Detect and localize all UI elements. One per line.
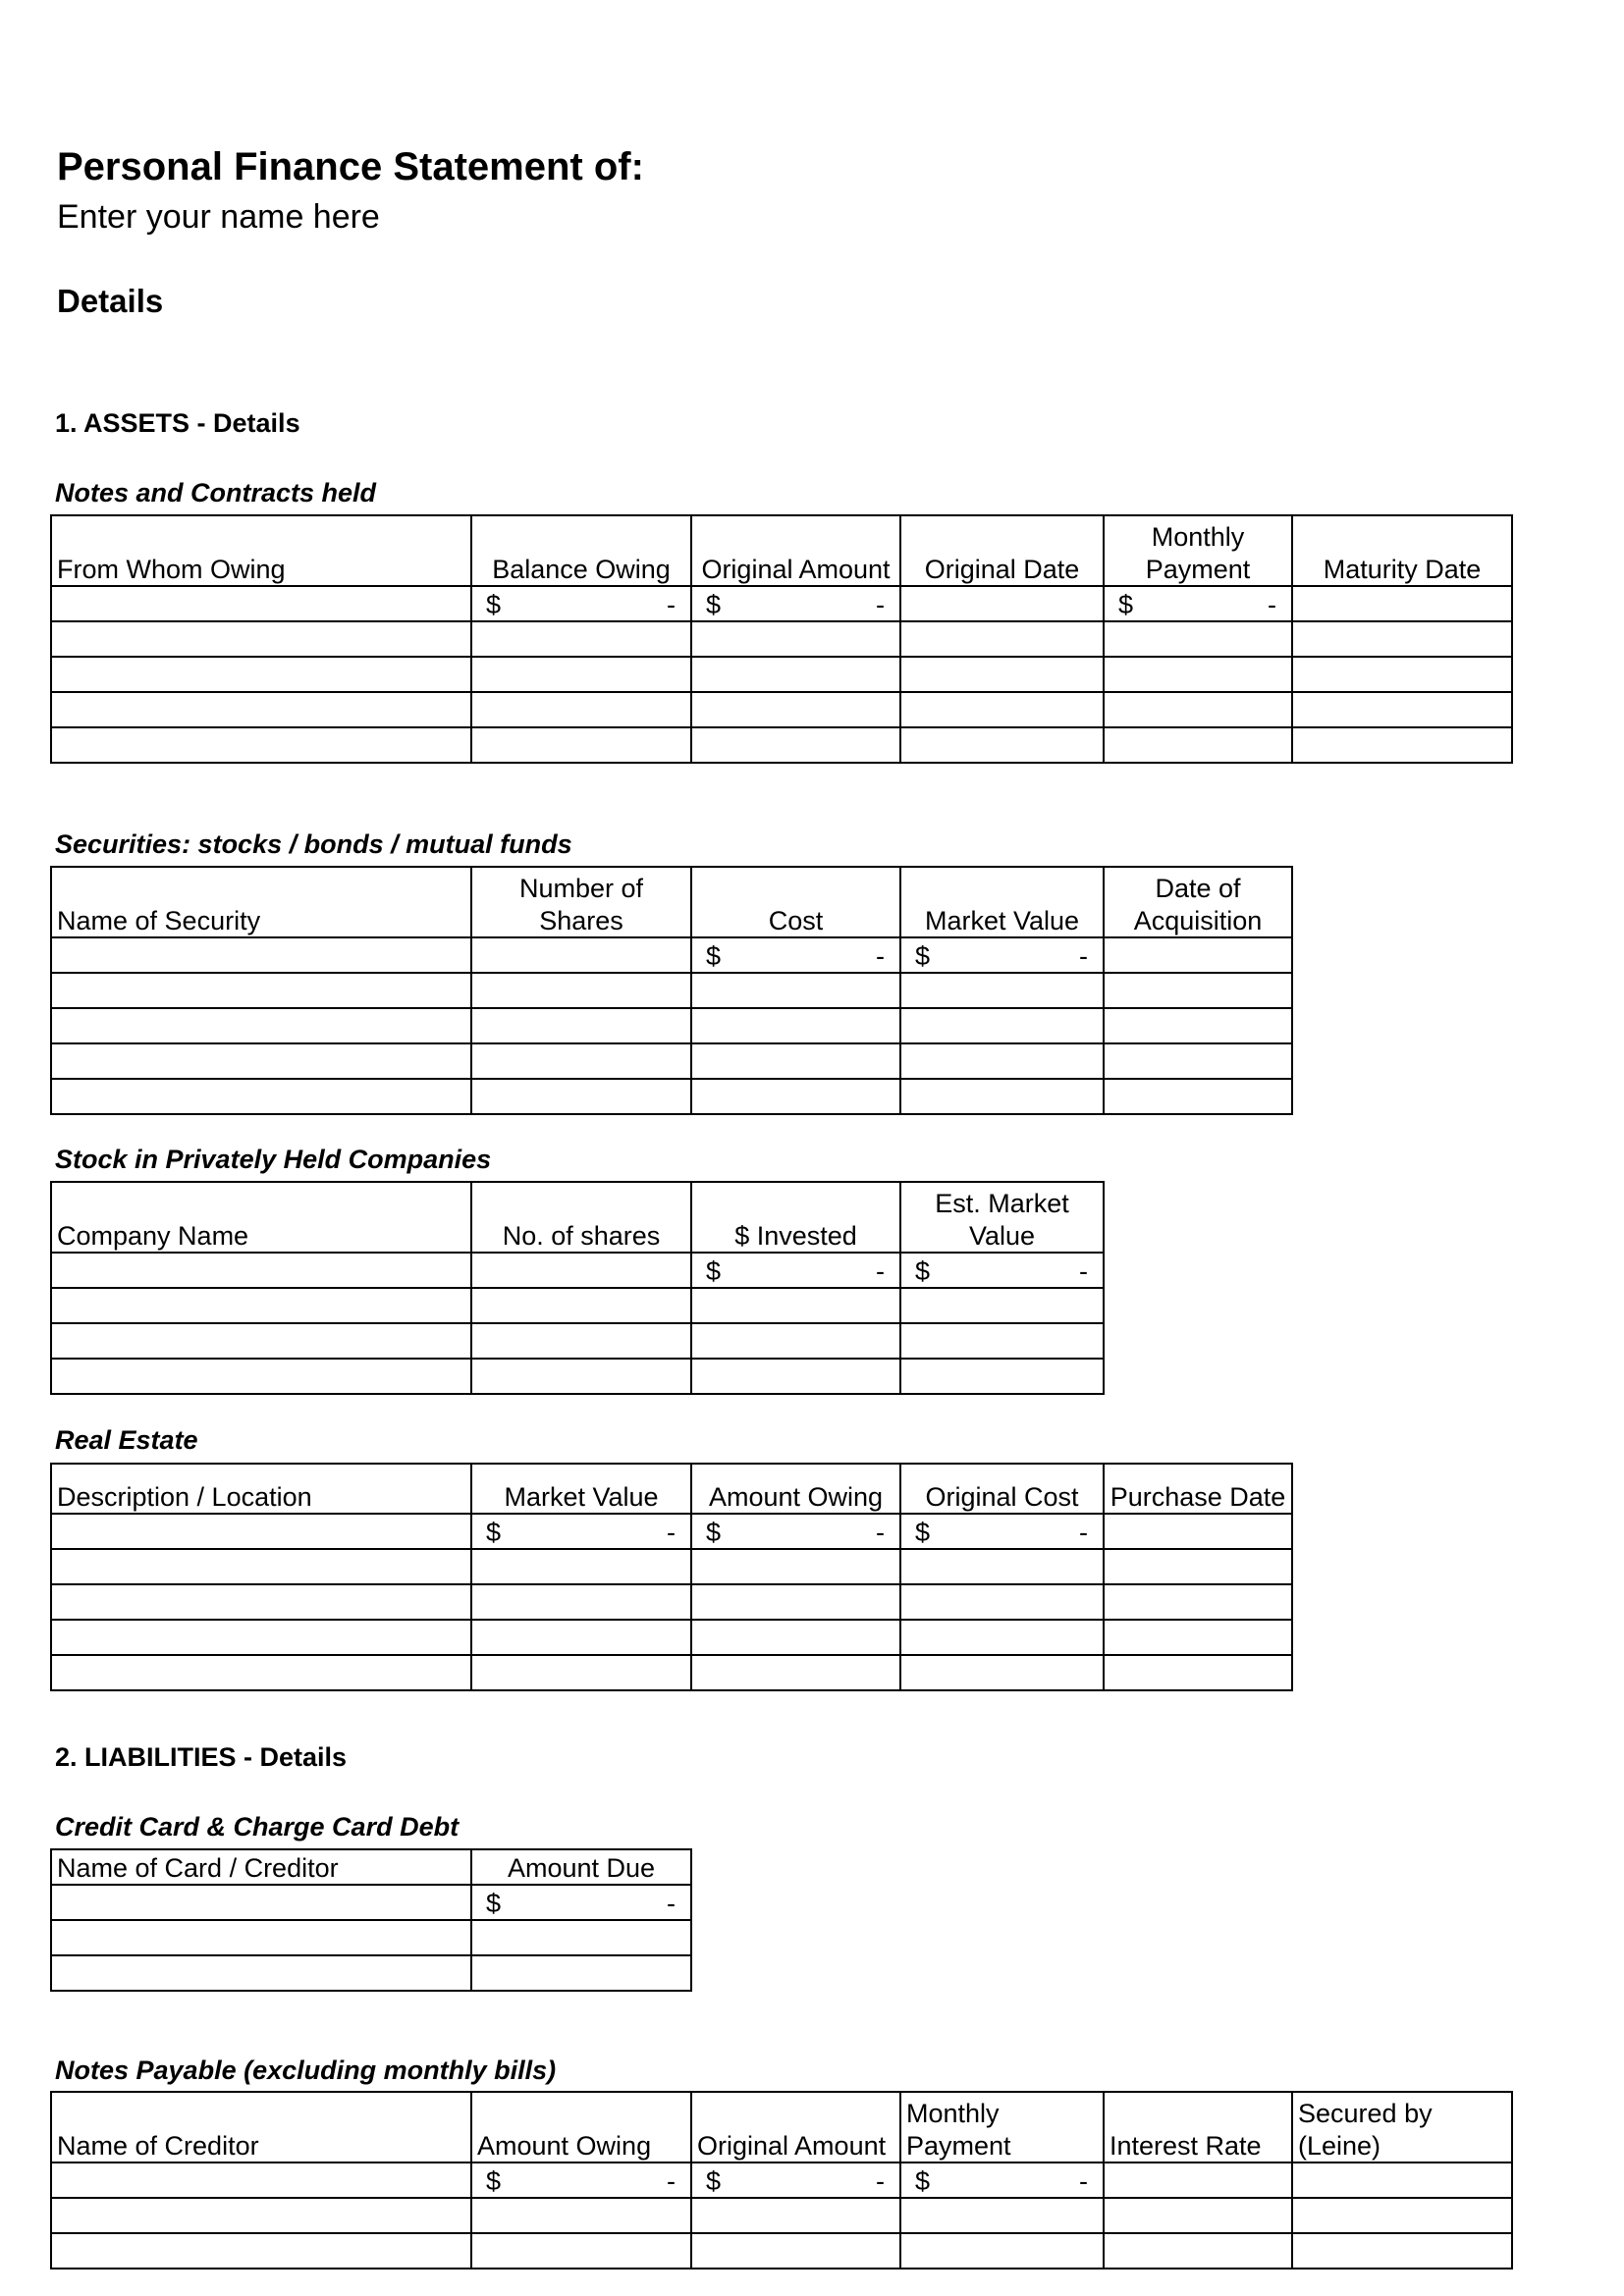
cell[interactable] — [471, 1920, 691, 1955]
cell[interactable] — [900, 1620, 1104, 1655]
real-estate-caption: Real Estate — [55, 1425, 198, 1455]
table-row — [51, 2233, 1512, 2269]
header-amount-due: Amount Due — [471, 1849, 691, 1885]
header-amount-owing: Amount Owing — [691, 1464, 900, 1514]
cell[interactable] — [471, 692, 691, 727]
table-row — [51, 1885, 691, 1920]
table-row — [51, 621, 1512, 657]
cell[interactable] — [691, 657, 900, 692]
credit-cards-caption: Credit Card & Charge Card Debt — [55, 1812, 460, 1842]
money-cell[interactable]: $ - — [691, 1253, 900, 1288]
private-stock-table — [50, 1181, 1105, 1395]
table-header-row — [51, 1464, 1292, 1514]
cell[interactable] — [900, 1043, 1104, 1079]
cell[interactable] — [471, 1079, 691, 1114]
cell[interactable] — [471, 1955, 691, 1991]
cell[interactable] — [1104, 937, 1292, 973]
cell[interactable] — [51, 973, 471, 1008]
money-cell[interactable]: $ - — [691, 2163, 900, 2198]
cell[interactable] — [51, 1955, 471, 1991]
cell[interactable] — [691, 621, 900, 657]
cell[interactable] — [51, 1323, 471, 1359]
cell[interactable] — [51, 1655, 471, 1690]
cell[interactable] — [900, 1079, 1104, 1114]
cell[interactable] — [51, 1549, 471, 1584]
cell[interactable] — [1292, 692, 1512, 727]
table-row — [51, 1584, 1292, 1620]
table-row — [51, 1043, 1292, 1079]
cell[interactable] — [471, 621, 691, 657]
cell[interactable] — [1104, 973, 1292, 1008]
table-row — [51, 1008, 1292, 1043]
cell[interactable] — [471, 727, 691, 763]
cell[interactable] — [471, 1008, 691, 1043]
cell[interactable] — [51, 1288, 471, 1323]
cell[interactable] — [900, 1549, 1104, 1584]
securities-caption: Securities: stocks / bonds / mutual funds — [55, 829, 572, 859]
money-cell[interactable]: $ - — [471, 1885, 691, 1920]
header-original-cost: Original Cost — [900, 1464, 1104, 1514]
table-row — [51, 1514, 1292, 1549]
table-header-row — [51, 2092, 1512, 2163]
table-row — [51, 1359, 1104, 1394]
cell[interactable] — [1104, 2233, 1292, 2269]
cell[interactable] — [691, 2198, 900, 2233]
table-header-row — [51, 1182, 1104, 1253]
money-cell[interactable]: $ - — [691, 937, 900, 973]
money-cell[interactable]: $ - — [900, 937, 1104, 973]
money-cell[interactable]: $ - — [471, 1514, 691, 1549]
cell[interactable] — [1104, 1079, 1292, 1114]
cell[interactable] — [1104, 1655, 1292, 1690]
cell[interactable] — [691, 1043, 900, 1079]
page-title: Personal Finance Statement of: — [57, 145, 644, 188]
cell[interactable] — [1292, 727, 1512, 763]
cell[interactable] — [691, 1288, 900, 1323]
cell[interactable] — [51, 1359, 471, 1394]
table-row — [51, 1288, 1104, 1323]
securities-table — [50, 866, 1293, 1115]
header-original-date: Original Date — [900, 515, 1104, 586]
cell[interactable] — [1104, 1043, 1292, 1079]
header-from-whom-owing: From Whom Owing — [51, 515, 471, 586]
cell[interactable] — [900, 1359, 1104, 1394]
table-row — [51, 586, 1512, 621]
cell[interactable] — [900, 1655, 1104, 1690]
cell[interactable] — [900, 657, 1104, 692]
cell[interactable] — [51, 1920, 471, 1955]
table-row — [51, 1253, 1104, 1288]
table-header-row — [51, 515, 1512, 586]
cell[interactable] — [51, 1620, 471, 1655]
cell[interactable] — [1104, 1620, 1292, 1655]
table-row — [51, 1549, 1292, 1584]
cell[interactable] — [1104, 2198, 1292, 2233]
name-field[interactable]: Enter your name here — [57, 198, 380, 236]
header-invested: $ Invested — [691, 1182, 900, 1253]
table-row — [51, 727, 1512, 763]
cell[interactable] — [471, 1288, 691, 1323]
money-cell[interactable]: $ - — [1104, 586, 1292, 621]
header-amount-owing: Amount Owing — [471, 2092, 691, 2163]
assets-heading: 1. ASSETS - Details — [55, 408, 300, 438]
cell[interactable] — [1292, 621, 1512, 657]
private-stock-caption: Stock in Privately Held Companies — [55, 1145, 492, 1174]
cell[interactable] — [471, 1655, 691, 1690]
cell[interactable] — [1104, 1549, 1292, 1584]
cell[interactable] — [1104, 657, 1292, 692]
header-description-location: Description / Location — [51, 1464, 471, 1514]
header-monthly-payment: Monthly Payment — [1104, 515, 1292, 586]
cell[interactable] — [1292, 2163, 1512, 2198]
table-row — [51, 2198, 1512, 2233]
cell[interactable] — [1292, 2198, 1512, 2233]
cell[interactable] — [691, 1620, 900, 1655]
header-monthly-payment: Monthly Payment — [900, 2092, 1104, 2163]
header-name-of-card: Name of Card / Creditor — [51, 1849, 471, 1885]
cell[interactable] — [51, 2198, 471, 2233]
cell[interactable] — [900, 621, 1104, 657]
cell[interactable] — [1104, 1008, 1292, 1043]
cell[interactable] — [1104, 1514, 1292, 1549]
cell[interactable] — [900, 692, 1104, 727]
header-purchase-date: Purchase Date — [1104, 1464, 1292, 1514]
cell[interactable] — [900, 2198, 1104, 2233]
table-row — [51, 692, 1512, 727]
cell[interactable] — [1104, 2163, 1292, 2198]
cell[interactable] — [900, 2233, 1104, 2269]
cell[interactable] — [51, 2163, 471, 2198]
notes-payable-table — [50, 2091, 1513, 2269]
cell[interactable] — [51, 1253, 471, 1288]
cell[interactable] — [900, 1323, 1104, 1359]
cell[interactable] — [471, 973, 691, 1008]
cell[interactable] — [471, 1584, 691, 1620]
cell[interactable] — [900, 1288, 1104, 1323]
table-row — [51, 1620, 1292, 1655]
cell[interactable] — [691, 1359, 900, 1394]
header-name-of-security: Name of Security — [51, 867, 471, 937]
cell[interactable] — [900, 973, 1104, 1008]
cell[interactable] — [471, 657, 691, 692]
cell[interactable] — [1104, 692, 1292, 727]
cell[interactable] — [691, 1655, 900, 1690]
cell[interactable] — [471, 1043, 691, 1079]
header-original-amount: Original Amount — [691, 2092, 900, 2163]
header-date-of-acquisition: Date of Acquisition — [1104, 867, 1292, 937]
cell[interactable] — [51, 1514, 471, 1549]
cell[interactable] — [1104, 727, 1292, 763]
header-company-name: Company Name — [51, 1182, 471, 1253]
notes-payable-caption: Notes Payable (excluding monthly bills) — [55, 2056, 557, 2085]
cell[interactable] — [471, 1253, 691, 1288]
header-balance-owing: Balance Owing — [471, 515, 691, 586]
cell[interactable] — [471, 1359, 691, 1394]
header-maturity-date: Maturity Date — [1292, 515, 1512, 586]
cell[interactable] — [900, 1008, 1104, 1043]
liabilities-heading: 2. LIABILITIES - Details — [55, 1742, 348, 1772]
cell[interactable] — [900, 586, 1104, 621]
header-est-market-value: Est. Market Value — [900, 1182, 1104, 1253]
cell[interactable] — [51, 1885, 471, 1920]
cell[interactable] — [471, 1549, 691, 1584]
cell[interactable] — [471, 937, 691, 973]
cell[interactable] — [691, 692, 900, 727]
header-market-value: Market Value — [900, 867, 1104, 937]
table-header-row — [51, 867, 1292, 937]
header-cost: Cost — [691, 867, 900, 937]
cell[interactable] — [691, 2233, 900, 2269]
cell[interactable] — [51, 727, 471, 763]
cell[interactable] — [691, 1323, 900, 1359]
table-row — [51, 2163, 1512, 2198]
money-cell[interactable]: $ - — [900, 1253, 1104, 1288]
cell[interactable] — [471, 1620, 691, 1655]
cell[interactable] — [1292, 657, 1512, 692]
table-row — [51, 657, 1512, 692]
money-cell[interactable]: $ - — [691, 1514, 900, 1549]
table-row — [51, 937, 1292, 973]
cell[interactable] — [691, 727, 900, 763]
cell[interactable] — [471, 2233, 691, 2269]
cell[interactable] — [51, 1043, 471, 1079]
table-row — [51, 1323, 1104, 1359]
details-heading: Details — [57, 283, 164, 319]
cell[interactable] — [1104, 1584, 1292, 1620]
money-cell[interactable]: $ - — [900, 2163, 1104, 2198]
money-cell[interactable]: $ - — [471, 2163, 691, 2198]
table-row — [51, 1920, 691, 1955]
table-row — [51, 1955, 691, 1991]
table-row — [51, 973, 1292, 1008]
table-row — [51, 1079, 1292, 1114]
cell[interactable] — [1292, 586, 1512, 621]
table-header-row — [51, 1849, 691, 1885]
cell[interactable] — [1104, 621, 1292, 657]
money-cell[interactable]: $ - — [471, 586, 691, 621]
header-no-of-shares: No. of shares — [471, 1182, 691, 1253]
notes-held-table — [50, 514, 1513, 764]
cell[interactable] — [471, 2198, 691, 2233]
header-secured-by: Secured by (Leine) — [1292, 2092, 1512, 2163]
cell[interactable] — [900, 727, 1104, 763]
cell[interactable] — [1292, 2233, 1512, 2269]
cell[interactable] — [691, 973, 900, 1008]
cell[interactable] — [691, 1079, 900, 1114]
header-original-amount: Original Amount — [691, 515, 900, 586]
cell[interactable] — [51, 621, 471, 657]
money-cell[interactable]: $ - — [691, 586, 900, 621]
table-row — [51, 1655, 1292, 1690]
cell[interactable] — [691, 1549, 900, 1584]
cell[interactable] — [900, 1584, 1104, 1620]
header-number-of-shares: Number of Shares — [471, 867, 691, 937]
header-name-of-creditor: Name of Creditor — [51, 2092, 471, 2163]
cell[interactable] — [471, 1323, 691, 1359]
credit-cards-table — [50, 1848, 692, 1992]
header-interest-rate: Interest Rate — [1104, 2092, 1292, 2163]
cell[interactable] — [51, 586, 471, 621]
cell[interactable] — [691, 1584, 900, 1620]
cell[interactable] — [51, 937, 471, 973]
cell[interactable] — [51, 657, 471, 692]
real-estate-table — [50, 1463, 1293, 1691]
header-market-value: Market Value — [471, 1464, 691, 1514]
cell[interactable] — [51, 2233, 471, 2269]
cell[interactable] — [51, 692, 471, 727]
money-cell[interactable]: $ - — [900, 1514, 1104, 1549]
cell[interactable] — [51, 1079, 471, 1114]
cell[interactable] — [51, 1008, 471, 1043]
notes-held-caption: Notes and Contracts held — [55, 478, 377, 507]
cell[interactable] — [691, 1008, 900, 1043]
cell[interactable] — [51, 1584, 471, 1620]
